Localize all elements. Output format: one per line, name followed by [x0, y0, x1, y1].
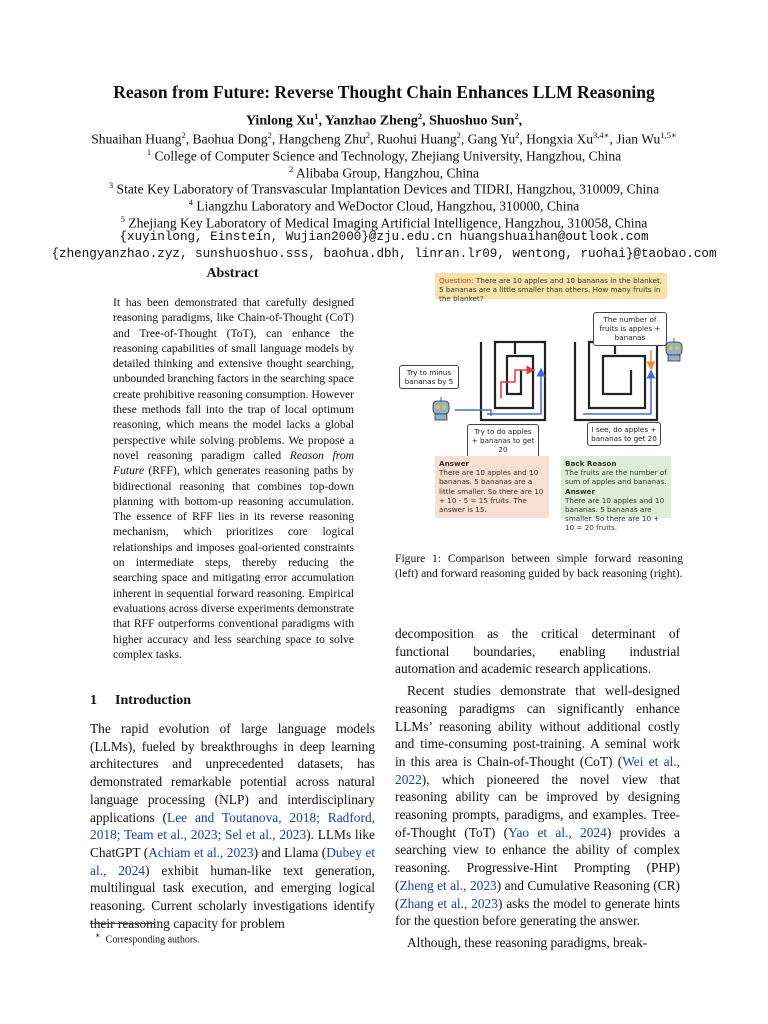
- intro-column-1: The rapid evolution of large language models (LLMs), fueled by breakthroughs in deep learning architectures and unprecedented datasets, has demonstrated remarkable potential across natural language processing (NLP) and interdisciplinary applications (Lee and Toutanova, 2018; Radford, 2018; Team et al., 2023; Sel et al., 2023). LLMs like ChatGPT (Achiam et al., 2023) and Llama (Dubey et al., 2024) exhibit human-like text generation, multilingual task execution, and emerging logical reasoning. Current scholarly investigations identify their reasoning capacity for problem: [90, 721, 376, 931]
- figure-caption: Figure 1: Comparison between simple forward reasoning (left) and forward reasoning guided by back reasoning (right).: [395, 552, 683, 581]
- bubble-left-bottom: Try to do apples + bananas to get 20: [467, 424, 539, 458]
- footnote-rule: [90, 923, 155, 924]
- question-box: Question: There are 10 apples and 10 bananas in the blanket, 5 bananas are a little smaller than others. How many fruits in the blanket?: [435, 273, 667, 299]
- affiliation-5: $^5$ Zhejiang Key Laboratory of Medical Imaging Artificial Intelligence, Hangzhou, 310058, China: [120, 214, 648, 231]
- affiliation-3: $^3$ State Key Laboratory of Transvascular Implantation Devices and TIDRI, Hangzhou, 310009, China: [108, 180, 660, 197]
- bubble-right-top: The number of fruits is apples + bananas: [593, 312, 667, 346]
- paper-title: Reason from Future: Reverse Thought Chain Enhances LLM Reasoning: [113, 82, 655, 102]
- figure-1: [395, 270, 683, 533]
- citation-link[interactable]: Wei et al., 2022: [395, 753, 680, 787]
- bubble-right-bottom: I see, do apples + bananas to get 20: [587, 422, 661, 446]
- citation-link[interactable]: Lee and Toutanova, 2018; Radford, 2018; Team et al., 2023; Sel et al., 2023: [90, 809, 376, 843]
- citation-link[interactable]: Achiam et al., 2023: [148, 844, 254, 860]
- affiliation-1: $^1$ College of Computer Science and Technology, Zhejiang University, Hangzhou, China: [146, 147, 622, 164]
- section-heading-introduction: 1 Introduction: [90, 693, 191, 708]
- citation-link[interactable]: Zhang et al., 2023: [399, 895, 498, 911]
- footnote: ∗ Corresponding authors.: [95, 931, 200, 946]
- intro-column-2: decomposition as the critical determinant of functional boundaries, enabling industrial automation and academic research applications. Recent studies demonstrate that well-designed reasoning paradigms can significantly enhance LLMs’ reasoning ability without additional costly and time-consuming post-training. A seminal work in this area is Chain-of-Thought (CoT) (Wei et al., 2022), which pioneered the novel view that reasoning ability can be improved by designing reasoning prompts, paradigms, and examples. Tree-of-Thought (ToT) (Yao et al., 2024) provides a searching view to enhance the ability of complex reasoning. Progressive-Hint Prompting (PHP) (Zheng et al., 2023) and Cumulative Reasoning (CR) (Zhang et al., 2023) asks the model to generate hints for the question before generating the answer. Although, these reasoning paradigms, break-: [395, 626, 680, 950]
- bubble-left-top: Try to minus bananas by 5: [399, 365, 459, 389]
- authors-line-2: Shuaihan Huang$^2$, Baohua Dong$^2$, Hangcheng Zhu$^2$, Ruohui Huang$^2$, Gang Yu$^2$, Hongxia $Xu^{3,4∗}$, Jian $Wu^{1,5∗}$: [91, 130, 677, 147]
- affiliation-2: $^2$ Alibaba Group, Hangzhou, China: [288, 164, 479, 181]
- affiliation-4: $^4$ Liangzhu Laboratory and WeDoctor Cloud, Hangzhou, 310000, China: [188, 197, 580, 214]
- citation-link[interactable]: Dubey et al., 2024: [90, 844, 375, 878]
- rff-name: Reason from Future: [113, 448, 354, 478]
- answer-box-left: Answer There are 10 apples and 10 bananas. 5 bananas are a little smaller. So there are 10 + 10 - 5 = 15 fruits. The answer is 15.: [435, 456, 549, 518]
- authors-line-1: Yinlong Xu$^1$, Yanzhao Zheng$^2$, Shuoshuo Sun$^2$,: [245, 111, 523, 129]
- citation-link[interactable]: Yao et al., 2024: [508, 824, 607, 840]
- email-line-2: {zhengyanzhao.zyz, sunshuoshuo.sss, baohua.dbh, linran.lr09, wentong, ruohai}@taobao.com: [51, 247, 717, 261]
- answer-box-right: Back Reason The fruits are the number of sum of apples and bananas. Answer There are 10 apples and 10 bananas. 5 bananas are smaller. So there are 10 + 10 = 20 fruits.: [561, 456, 671, 518]
- robot-icon-left: [433, 397, 449, 420]
- email-line-1: {xuyinlong, Einstein, Wujian2000}@zju.edu.cn huangshuaihan@outlook.com: [119, 230, 649, 244]
- citation-link[interactable]: Zheng et al., 2023: [399, 877, 497, 893]
- abstract-heading: Abstract: [206, 266, 259, 281]
- abstract-body: It has been demonstrated that carefully designed reasoning paradigms, like Chain-of-Thought (CoT) and Tree-of-Thought (ToT), can enhance the reasoning capabilities of small language models by detailed thinking and extensive thought searching, unbounded branching factors in the searching space create prohibitive reasoning consumption. However these methods fall into the trap of local optimum reasoning, which means the model lacks a global perspective while solving problems. We propose a novel reasoning paradigm called Reason from Future (RFF), which generates reasoning paths by bidirectional reasoning that combines top-down planning with bottom-up reasoning accumulation. The essence of RFF lies in its reverse reasoning mechanism, which prioritizes core logical relationships and imposes goal-oriented constraints on intermediate steps, thereby reducing the searching space and mitigating error accumulation inherent in sequential forward reasoning. Empirical evaluations across diverse experiments demonstrate that RFF outperforms conventional paradigms with higher accuracy and less searching space to solve complex tasks.: [113, 296, 354, 661]
- robot-icon-right: [666, 338, 682, 361]
